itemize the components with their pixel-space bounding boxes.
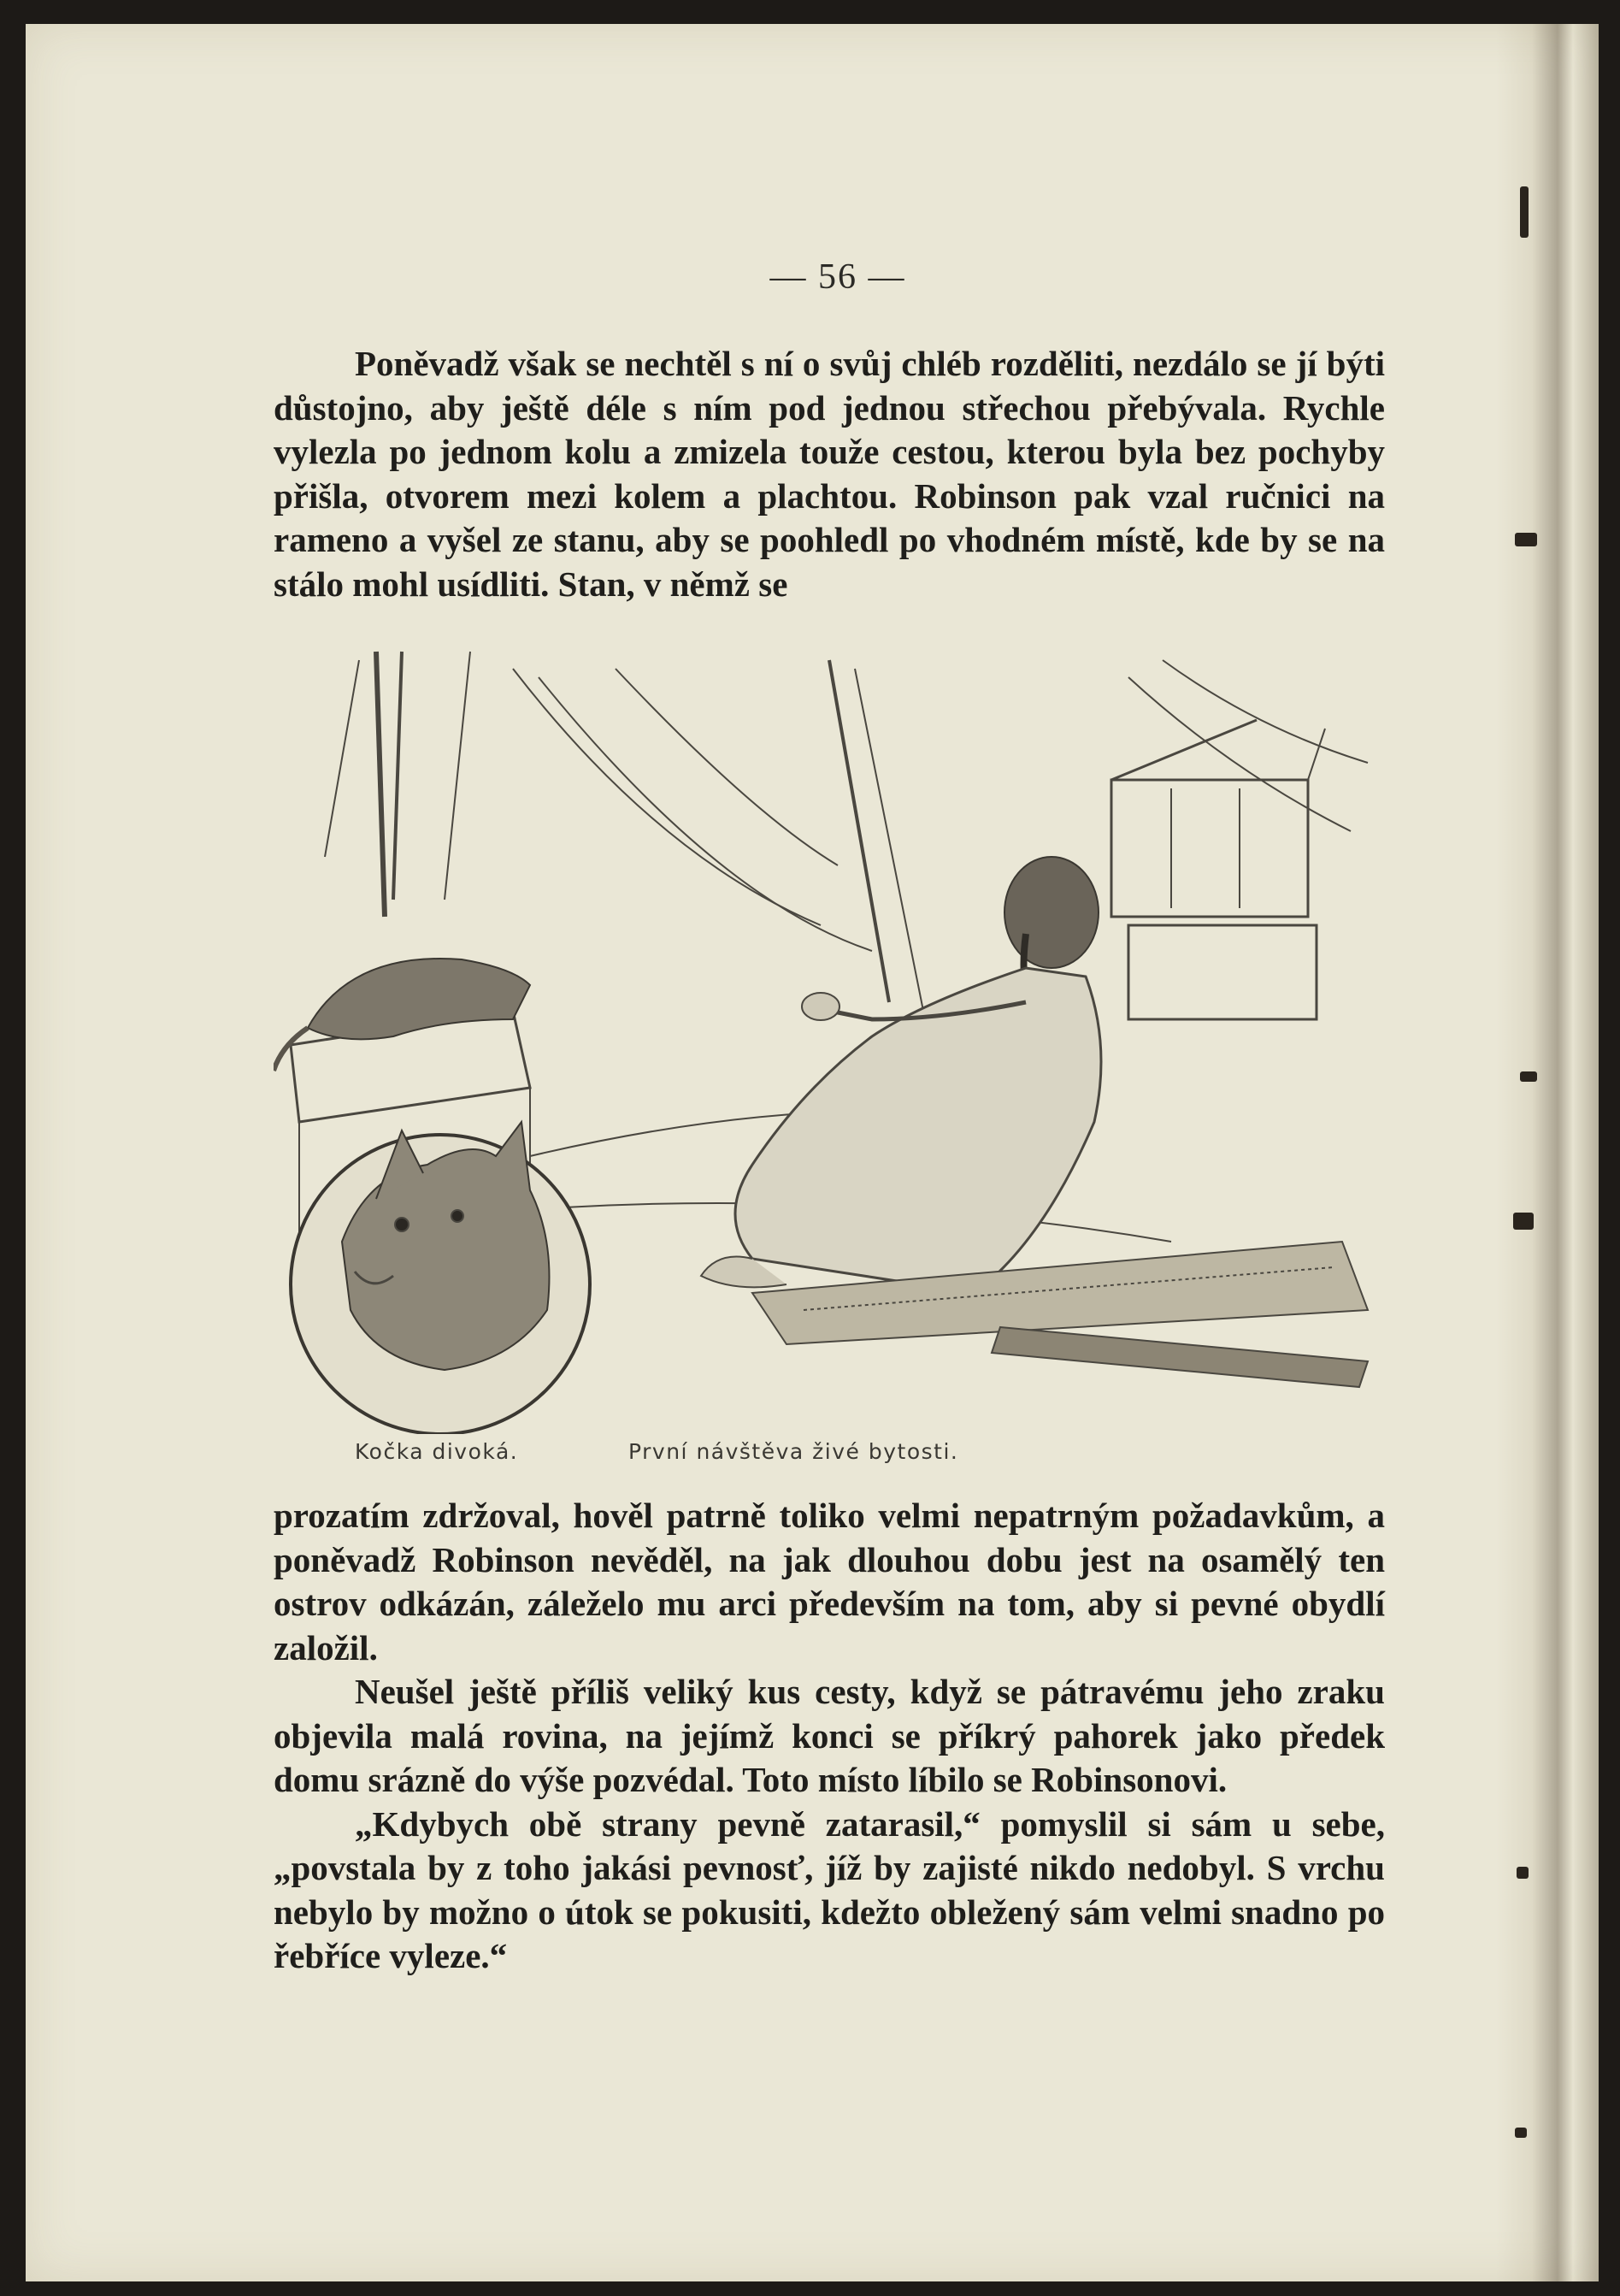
caption-illustration-title: První návštěva živé bytosti. (628, 1439, 959, 1464)
gutter-mark (1515, 533, 1537, 546)
caption-wildcat: Kočka divoká. (355, 1439, 519, 1464)
text-block-bottom (274, 1494, 1385, 1979)
gutter-mark (1513, 1213, 1534, 1230)
paragraph: Neušel ještě příliš veliký kus cesty, když se pátravému jeho zraku objevila malá rovina, na jejímž konci se příkrý pahorek jako předek domu srázně do výše pozvédal. Toto místo líbilo se Robinsonovi. (274, 1672, 1385, 1799)
page-gutter-shadow (1496, 24, 1599, 2281)
text-block-top (274, 342, 1385, 606)
gutter-mark (1520, 186, 1529, 238)
paragraph: Poněvadž však se nechtěl s ní o svůj chléb rozděliti, nezdálo se jí býti důstojno, aby ještě déle s ním pod jednou střechou přebývala. Rychle vylezla po jednom kolu a zmizela touže cestou, kterou byla bez pochyby přišla, otvorem mezi kolem a plachtou. Robinson pak vzal ručnici na rameno a vyšel ze stanu, aby se poohledl po vhodném místě, kde by se na stálo mohl usídliti. Stan, v němž se (274, 344, 1385, 604)
paragraph: „Kdybych obě strany pevně zatarasil,“ pomyslil si sám u sebe, „povstala by z toho jakási pevnosť, jíž by zajisté nikdo nedobyl. S vrchu nebylo by možno o útok se pokusiti, kdežto obležený sám velmi snadno po řebříce vyleze.“ (274, 1803, 1385, 1975)
gutter-mark (1515, 2128, 1527, 2138)
illustration-robinson-wildcat (274, 643, 1381, 1434)
gutter-mark (1517, 1867, 1529, 1879)
page-number: — 56 — (769, 257, 906, 297)
gutter-mark (1520, 1071, 1537, 1082)
paragraph: prozatím zdržoval, hověl patrně toliko velmi nepatrným požadavkům, a poněvadž Robinson nevěděl, na jak dlouhou dobu jest na osamělý ten ostrov odkázán, záleželo mu arci především na tom, aby si pevné obydlí založil. (274, 1496, 1385, 1667)
